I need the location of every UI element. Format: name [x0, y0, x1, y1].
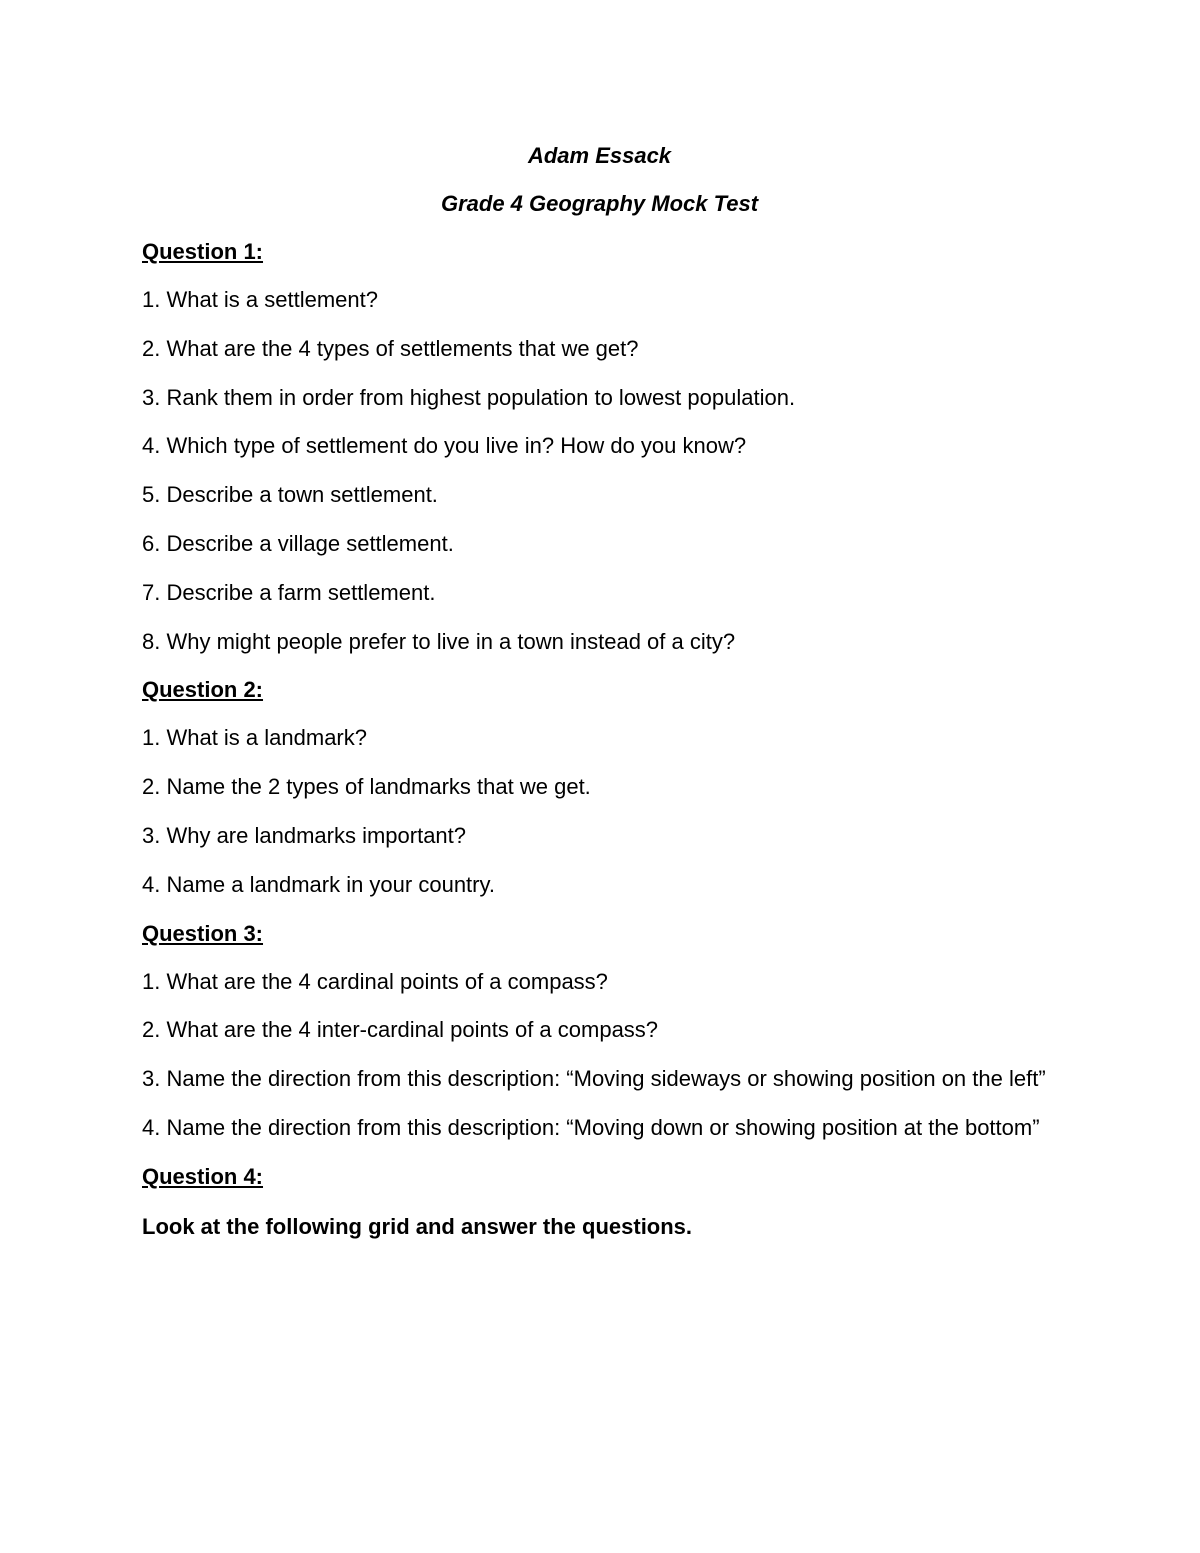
question-2-item-4: 4. Name a landmark in your country.	[142, 871, 495, 897]
question-1-item-8: 8. Why might people prefer to live in a town instead of a city?	[142, 628, 736, 654]
question-2-item-2: 2. Name the 2 types of landmarks that we get.	[142, 774, 591, 800]
author-name: Adam Essack	[527, 143, 672, 168]
question-1-item-6: 6. Describe a village settlement.	[142, 530, 454, 556]
test-title: Grade 4 Geography Mock Test	[440, 191, 759, 216]
question-4-heading: Question 4:	[142, 1163, 264, 1189]
question-3-heading: Question 3:	[142, 920, 264, 946]
question-1-item-7: 7. Describe a farm settlement.	[142, 579, 436, 605]
question-1-item-5: 5. Describe a town settlement.	[142, 482, 438, 508]
question-1-heading: Question 1:	[142, 239, 264, 264]
question-3-item-3: 3. Name the direction from this description: “Moving sideways or showing position on the left”	[142, 1066, 1046, 1092]
question-2-item-1: 1. What is a landmark?	[142, 725, 367, 751]
question-1-item-4: 4. Which type of settlement do you live in? How do you know?	[142, 433, 747, 459]
question-3-item-4: 4. Name the direction from this description: “Moving down or showing position at the bottom”	[142, 1114, 1040, 1140]
question-4-instruction: Look at the following grid and answer the questions.	[142, 1213, 693, 1239]
question-1-item-3: 3. Rank them in order from highest population to lowest population.	[142, 384, 796, 410]
question-3-item-1: 1. What are the 4 cardinal points of a compass?	[142, 968, 608, 994]
question-2-heading: Question 2:	[142, 677, 264, 703]
question-3-item-2: 2. What are the 4 inter-cardinal points of a compass?	[142, 1017, 659, 1043]
question-1-item-1: 1. What is a settlement?	[142, 287, 378, 312]
question-1-item-2: 2. What are the 4 types of settlements that we get?	[142, 335, 639, 361]
question-2-item-3: 3. Why are landmarks important?	[142, 822, 467, 848]
document-page	[142, 140, 1057, 1243]
